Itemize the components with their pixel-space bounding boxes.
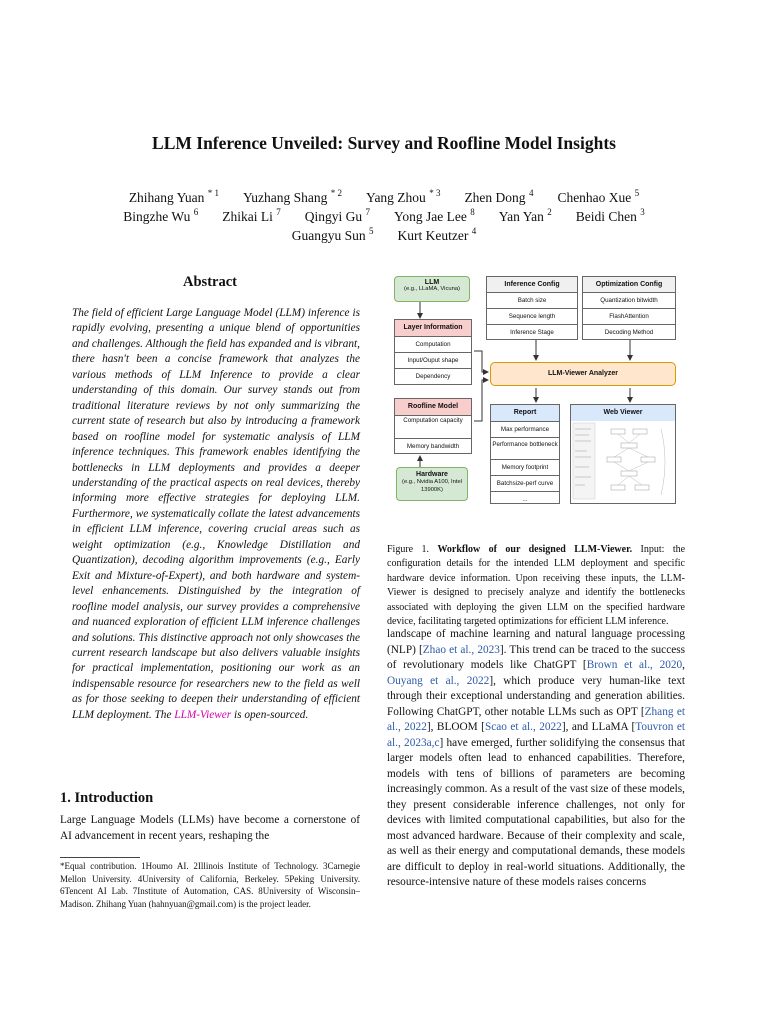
caption-label: Figure 1. [387,544,430,555]
layer-information-item: Dependency [395,368,471,384]
roofline-model-item: Computation capacity [395,415,471,438]
citation-link[interactable]: Scao et al., 2022 [484,721,562,733]
figure-caption [387,543,685,629]
author-affiliation-mark: 5 [369,226,374,236]
intro-paragraph: Large Language Models (LLMs) have become a cornerstone of AI advancement in recent years, reshaping the [60,814,360,842]
layer-information-item: Input/Ouput shape [395,352,471,368]
author-affiliation-mark: 6 [193,207,199,217]
author-name: Yan Yan [498,208,544,224]
author-affiliation-mark: 8 [470,207,475,217]
layer-information-box [394,319,472,385]
caption-text: Input: the configuration details for the intended LLM deployment and specific hardware device information. Upon receiving these inputs, the LLM-Viewer is designed to precisely analyze and identify the bottlenecks associated with deploying the given LLM on the specified hardware device, facilitating targeted optimizations for efficient LLM inference. [387,544,686,628]
author-affiliation-mark: * 3 [429,188,441,198]
layer-information-item: Computation [395,336,471,352]
author-affiliation-mark: 7 [276,207,281,217]
roofline-model-item: Memory bandwidth [395,438,471,454]
llm-viewer-link[interactable]: LLM-Viewer [174,708,232,721]
inference-config-title: Inference Config [487,277,577,292]
author-affiliation-mark: * 2 [330,188,343,198]
optimization-config-box [582,276,676,340]
inference-config-item: Batch size [487,292,577,308]
body-text: ], and LLaMA [ [561,721,636,733]
report-item: Performance bottleneck [491,437,559,459]
report-item: ... [491,491,559,507]
body-text: , [682,659,685,671]
author-name: Chenhao Xue [557,189,632,205]
author-affiliation-mark: 2 [547,207,552,217]
hardware-input-box [396,467,468,501]
citation-link[interactable]: Zhang et al., 2022 [387,705,685,733]
hardware-box-subtitle: (e.g., Nvidia A100, Intel 13900K) [402,479,462,493]
report-title: Report [491,405,559,421]
hardware-box-title: Hardware [416,471,448,478]
web-viewer-title: Web Viewer [571,405,675,421]
author-name: Zhihang Yuan [128,189,205,205]
footnote-divider [60,857,140,858]
author [292,222,374,245]
report-item: Memory footprint [491,459,559,475]
analyzer-box: LLM-Viewer Analyzer [490,362,676,386]
workflow-figure [394,276,678,504]
roofline-model-title: Roofline Model [395,399,471,415]
report-item: Batchsize-perf curve [491,475,559,491]
web-viewer-screenshot [571,421,675,503]
author-name: Beidi Chen [575,208,637,224]
body-text: ], which produce very human-like text through their exceptional understanding and generation abilities. Following ChatGPT, other notable LLMs such as OPT [ [387,674,685,718]
citation-link[interactable]: Touvron et al., 2023a,c [387,721,685,749]
author-name: Bingzhe Wu [123,208,191,224]
author-name: Yong Jae Lee [393,208,467,224]
optimization-config-item: Decoding Method [583,324,675,340]
author-name: Kurt Keutzer [397,227,469,243]
abstract-body [72,306,360,723]
footnote: *Equal contribution. 1Houmo AI. 2Illinois Institute of Technology. 3Carnegie Mellon University. 4University of California, Berkeley. 5Peking University. 6Tencent AI Lab. 7Institute of Automation, CAS. 8University of Wisconsin–Madison. Zhihang Yuan (hahnyuan@gmail.com) is the project leader. [60,861,360,909]
optimization-config-item: FlashAttention [583,308,675,324]
body-text: landscape of machine learning and natural language processing (NLP) [ [387,628,685,656]
body-text: ] have emerged, further solidifying the consensus that larger models often lead to enhanced capabilities. Therefore, models with tens of billions of parameters are becoming increasingly common. As a result of the vast size of these models, they present considerable inference challenges, not only for devices with limited computational capabilities, but also for the most advanced hardware. Because of their complexity and scale, as well as their energy and computational demands, these models are difficult to deploy in real-world situations. Additionally, the resource-intensive nature of these models raises concerns [387,736,686,888]
author-name: Zhikai Li [222,208,273,224]
author-list-row-3 [60,222,708,245]
abstract-tail: is open-sourced. [234,708,309,721]
citation-link[interactable]: Zhao et al., 2023 [422,643,500,656]
abstract-text: The field of efficient Large Language Model (LLM) inference is rapidly evolving, presenting a unique blend of opportunities and challenges. Although the field has expanded and is vibrant, there hasn't been a concise framework that analyzes the various methods of LLM Inference to provide a clear understanding of this domain. Our survey stands out from traditional literature reviews by not only summarizing the current state of research but also by introducing a framework based on roofline model for systematic analysis of LLM inference techniques. This framework enables identifying the bottlenecks in LLM deployments and provides a deeper understanding of the practical aspects on real devices, thereby informing more effective strategies for deploying LLM. Furthermore, we systematically collate the latest advancements in efficient LLM inference, covering crucial areas such as weight optimization (e.g., Knowledge Distillation and Quantization), decoding algorithm improvements (e.g., Early Exit and Mixture-of-Expert), and both hardware and system-level enhancements. Distinguished by the integration of roofline model analysis, our survey provides a comprehensive and nuanced exploration of efficient LLM inference challenges and solutions. This distinctive approach not only showcases the current research landscape but also delivers valuable insights for practical implementation, positioning our work as an indispensable resource for researchers new to the field as well as for those seeking to deepen their understanding of efficient LLM deployment. The [72,307,360,721]
citation-link[interactable]: Ouyang et al., 2022 [387,674,490,687]
author-affiliation-mark: 3 [640,207,645,217]
author-affiliation-mark: 7 [365,207,370,217]
inference-config-item: Sequence length [487,308,577,324]
citation-link[interactable]: Brown et al., 2020 [586,659,683,671]
paper-title: LLM Inference Unveiled: Survey and Roofline Model Insights [152,133,616,153]
web-viewer-box [570,404,676,504]
author-affiliation-mark: 4 [471,226,477,236]
abstract-heading: Abstract [183,274,237,290]
caption-bold: Workflow of our designed LLM-Viewer. [437,544,633,555]
author-affiliation-mark: 5 [634,188,640,198]
inference-config-box [486,276,578,340]
author-name: Zhen Dong [464,189,526,205]
section-heading-introduction: 1. Introduction [60,790,154,806]
optimization-config-title: Optimization Config [583,277,675,292]
roofline-model-box [394,398,472,454]
author-name: Guangyu Sun [291,227,366,243]
report-box [490,404,560,504]
inference-config-item: Inference Stage [487,324,577,340]
author-affiliation-mark: * 1 [207,188,220,198]
llm-box-subtitle: (e.g., LLaMA, Vicuna) [404,286,460,292]
layer-information-title: Layer Information [395,320,471,336]
intro-paragraph-right [387,627,685,891]
author-name: Yuzhang Shang [243,189,328,205]
author-affiliation-mark: 4 [528,188,534,198]
body-text: ], BLOOM [ [426,721,485,733]
llm-input-box [394,276,470,302]
author [398,222,477,245]
report-item: Max performance [491,421,559,437]
author-name: Qingyi Gu [304,208,363,224]
optimization-config-item: Quantization bitwidth [583,292,675,308]
llm-box-title: LLM [424,279,440,286]
author-name: Yang Zhou [366,189,426,205]
body-text: ]. This trend can be traced to the success of revolutionary models like ChatGPT [ [387,643,686,671]
